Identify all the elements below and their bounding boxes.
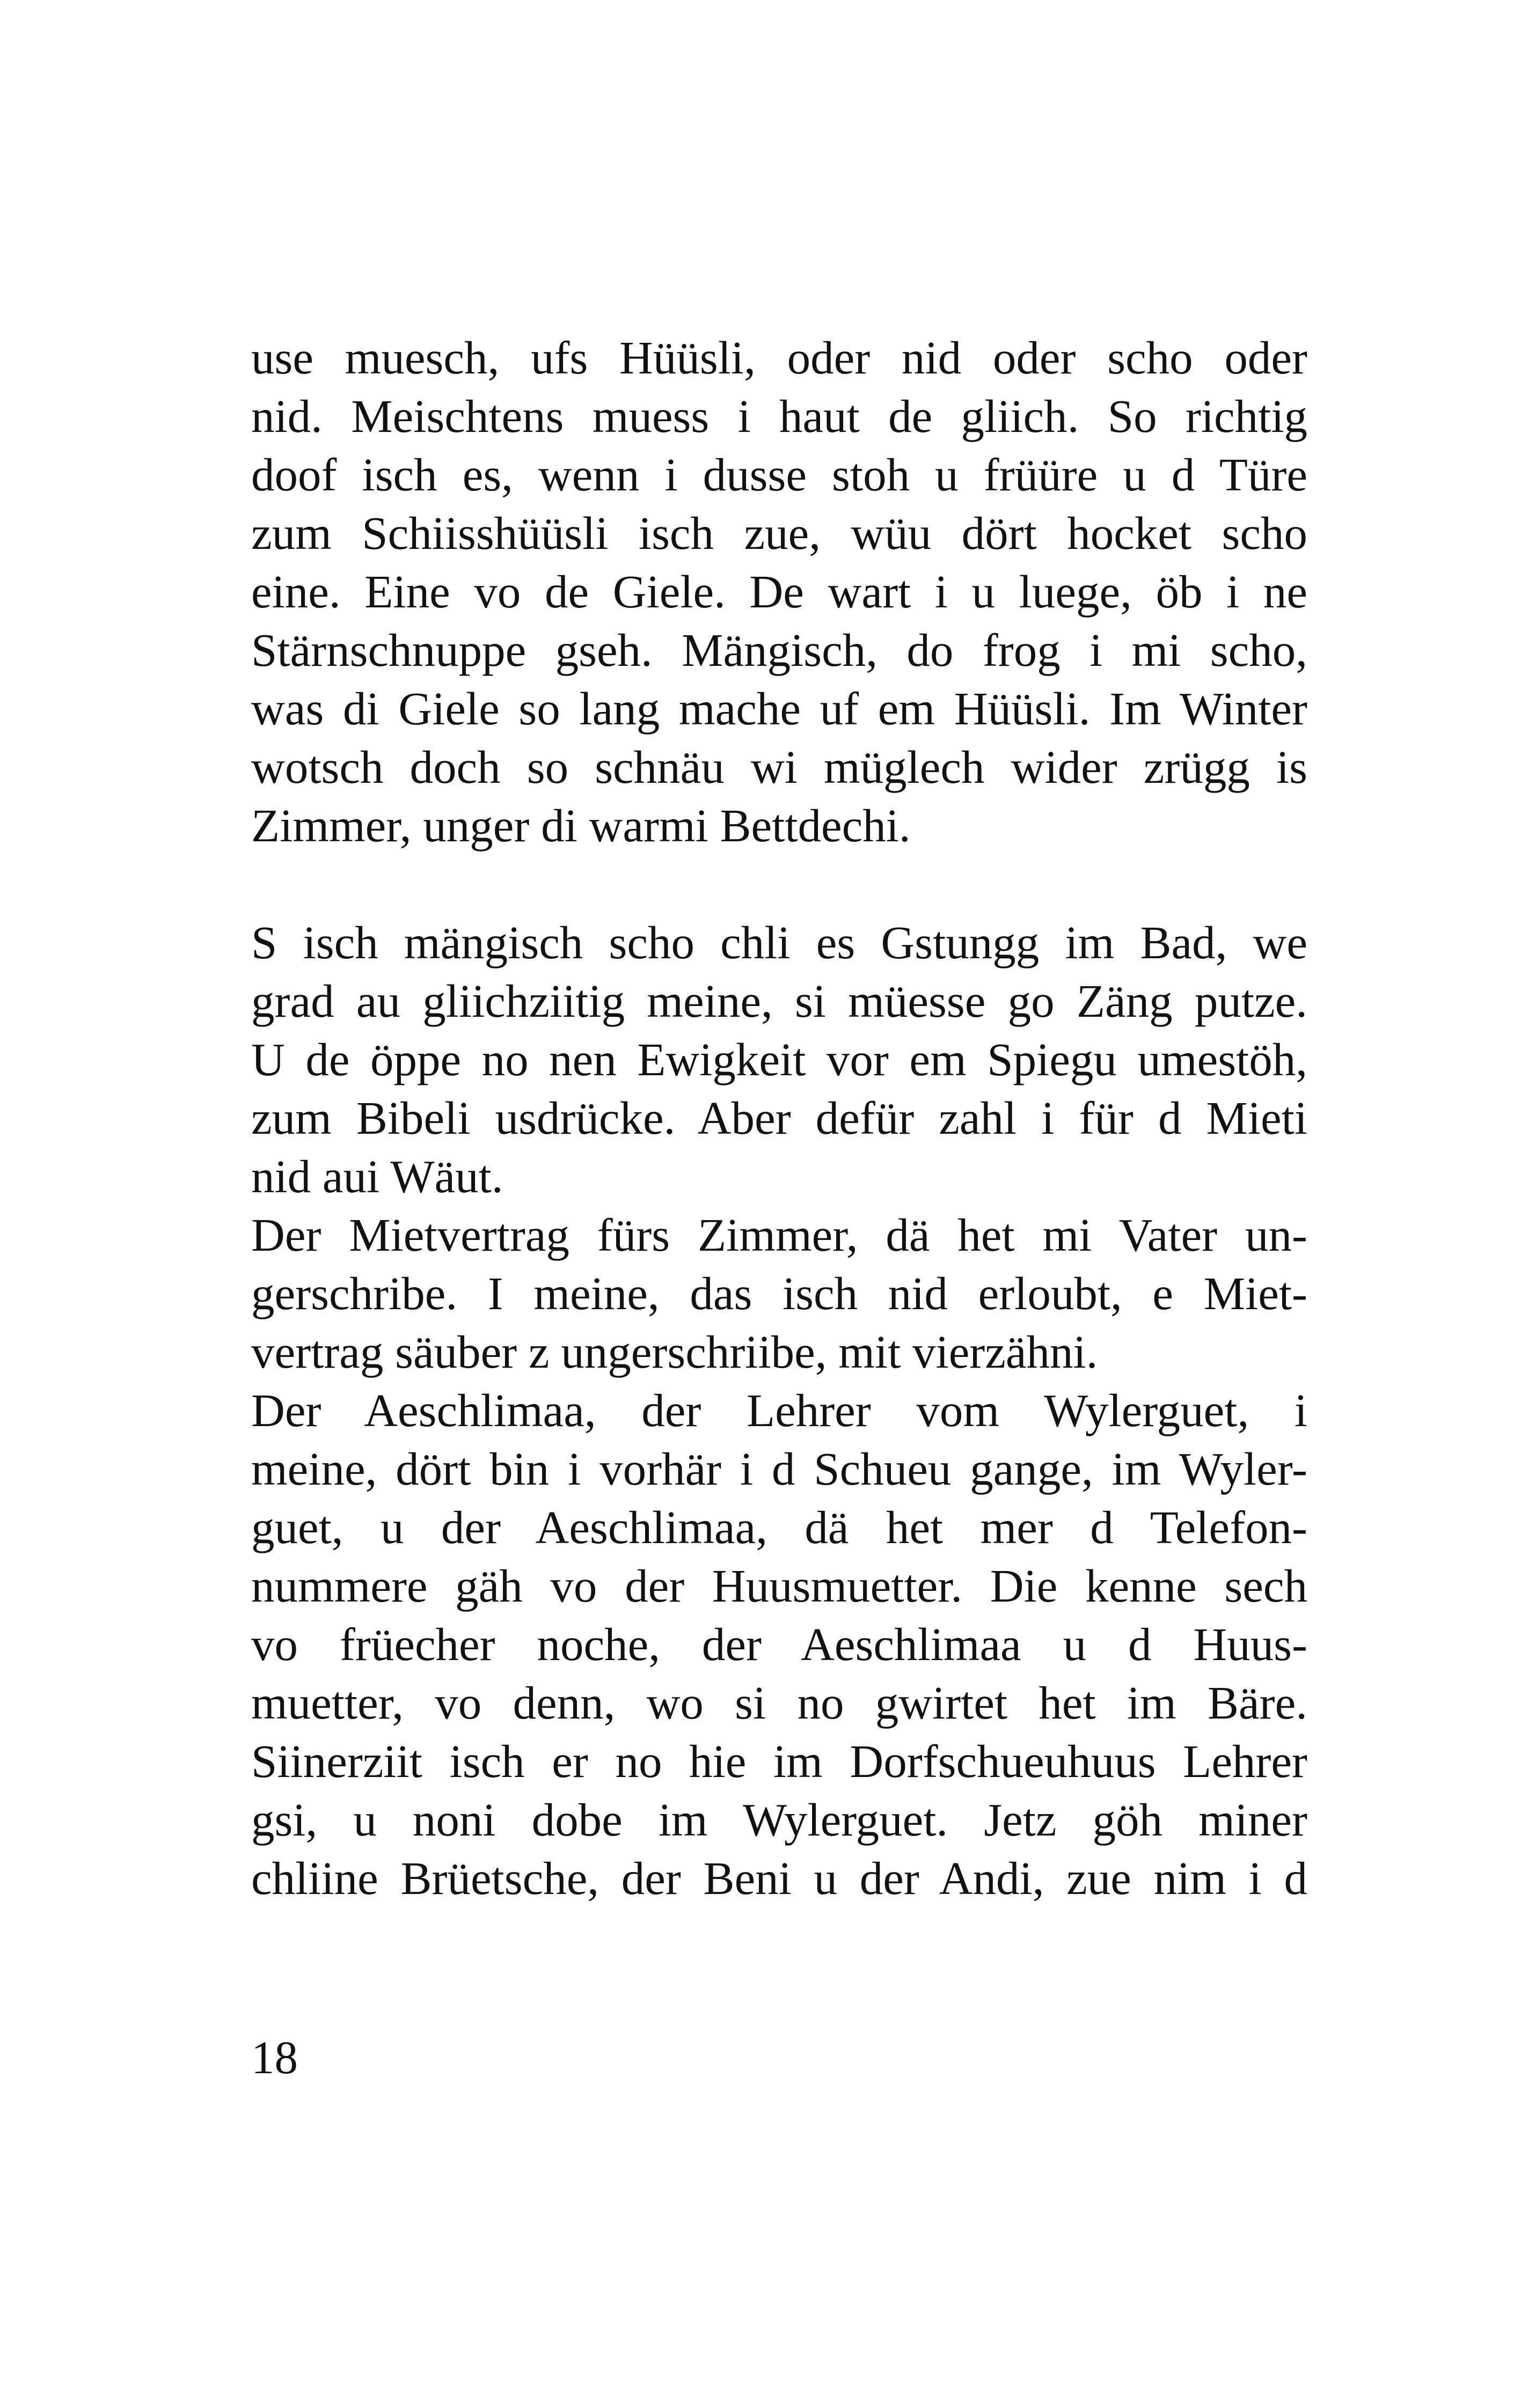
paragraph-2 [251, 913, 1307, 1206]
text-line: gerschribe. I meine, das isch nid erloubt, e Miet- [251, 1267, 1307, 1319]
text-line: guet, u der Aeschlimaa, dä het mer d Telefon- [251, 1501, 1307, 1553]
text-line: muetter, vo denn, wo si no gwirtet het im Bäre. [251, 1677, 1307, 1729]
text-line: zum Schiisshüüsli isch zue, wüu dört hocket scho [251, 507, 1307, 559]
text-line: nid. Meischtens muess i haut de gliich. So richtig [251, 390, 1307, 442]
text-line: use muesch, ufs Hüüsli, oder nid oder scho oder [251, 332, 1307, 384]
text-line: Siinerziit isch er no hie im Dorfschueuhuus Lehrer [251, 1735, 1307, 1787]
paragraph-gap [251, 855, 1307, 913]
text-line: vertrag säuber z ungerschriibe, mit vierzähni. [251, 1326, 1098, 1378]
text-line: vo früecher noche, der Aeschlimaa u d Huus- [251, 1618, 1307, 1670]
page-number: 18 [251, 2031, 298, 2083]
text-line: Der Aeschlimaa, der Lehrer vom Wylerguet, i [251, 1384, 1307, 1436]
text-line: meine, dört bin i vorhär i d Schueu gange, im Wyler- [251, 1443, 1307, 1495]
text-line: Der Mietvertrag fürs Zimmer, dä het mi Vater un- [251, 1209, 1307, 1261]
text-line: gsi, u noni dobe im Wylerguet. Jetz göh miner [251, 1794, 1307, 1846]
text-line: U de öppe no nen Ewigkeit vor em Spiegu umestöh, [251, 1033, 1307, 1085]
text-line: Zimmer, unger di warmi Bettdechi. [251, 799, 911, 851]
paragraph-3 [251, 1206, 1307, 1381]
paragraph-4 [251, 1381, 1307, 1907]
text-line: chliine Brüetsche, der Beni u der Andi, zue nim i d [251, 1852, 1307, 1904]
text-line: Stärnschnuppe gseh. Mängisch, do frog i mi scho, [251, 624, 1307, 676]
text-line: doof isch es, wenn i dusse stoh u früüre u d Türe [251, 449, 1307, 501]
text-line: grad au gliichziitig meine, si müesse go Zäng putze. [251, 975, 1307, 1027]
body-text [251, 328, 1307, 1907]
text-line: S isch mängisch scho chli es Gstungg im Bad, we [251, 916, 1307, 968]
text-line: nid aui Wäut. [251, 1150, 503, 1202]
paragraph-1 [251, 328, 1307, 855]
text-line: nummere gäh vo der Huusmuetter. Die kenne sech [251, 1560, 1307, 1612]
text-line: wotsch doch so schnäu wi müglech wider zrügg is [251, 741, 1307, 793]
text-line: eine. Eine vo de Giele. De wart i u luege, öb i ne [251, 566, 1307, 618]
text-line: was di Giele so lang mache uf em Hüüsli. Im Winter [251, 682, 1307, 735]
text-line: zum Bibeli usdrücke. Aber defür zahl i für d Mieti [251, 1092, 1307, 1144]
